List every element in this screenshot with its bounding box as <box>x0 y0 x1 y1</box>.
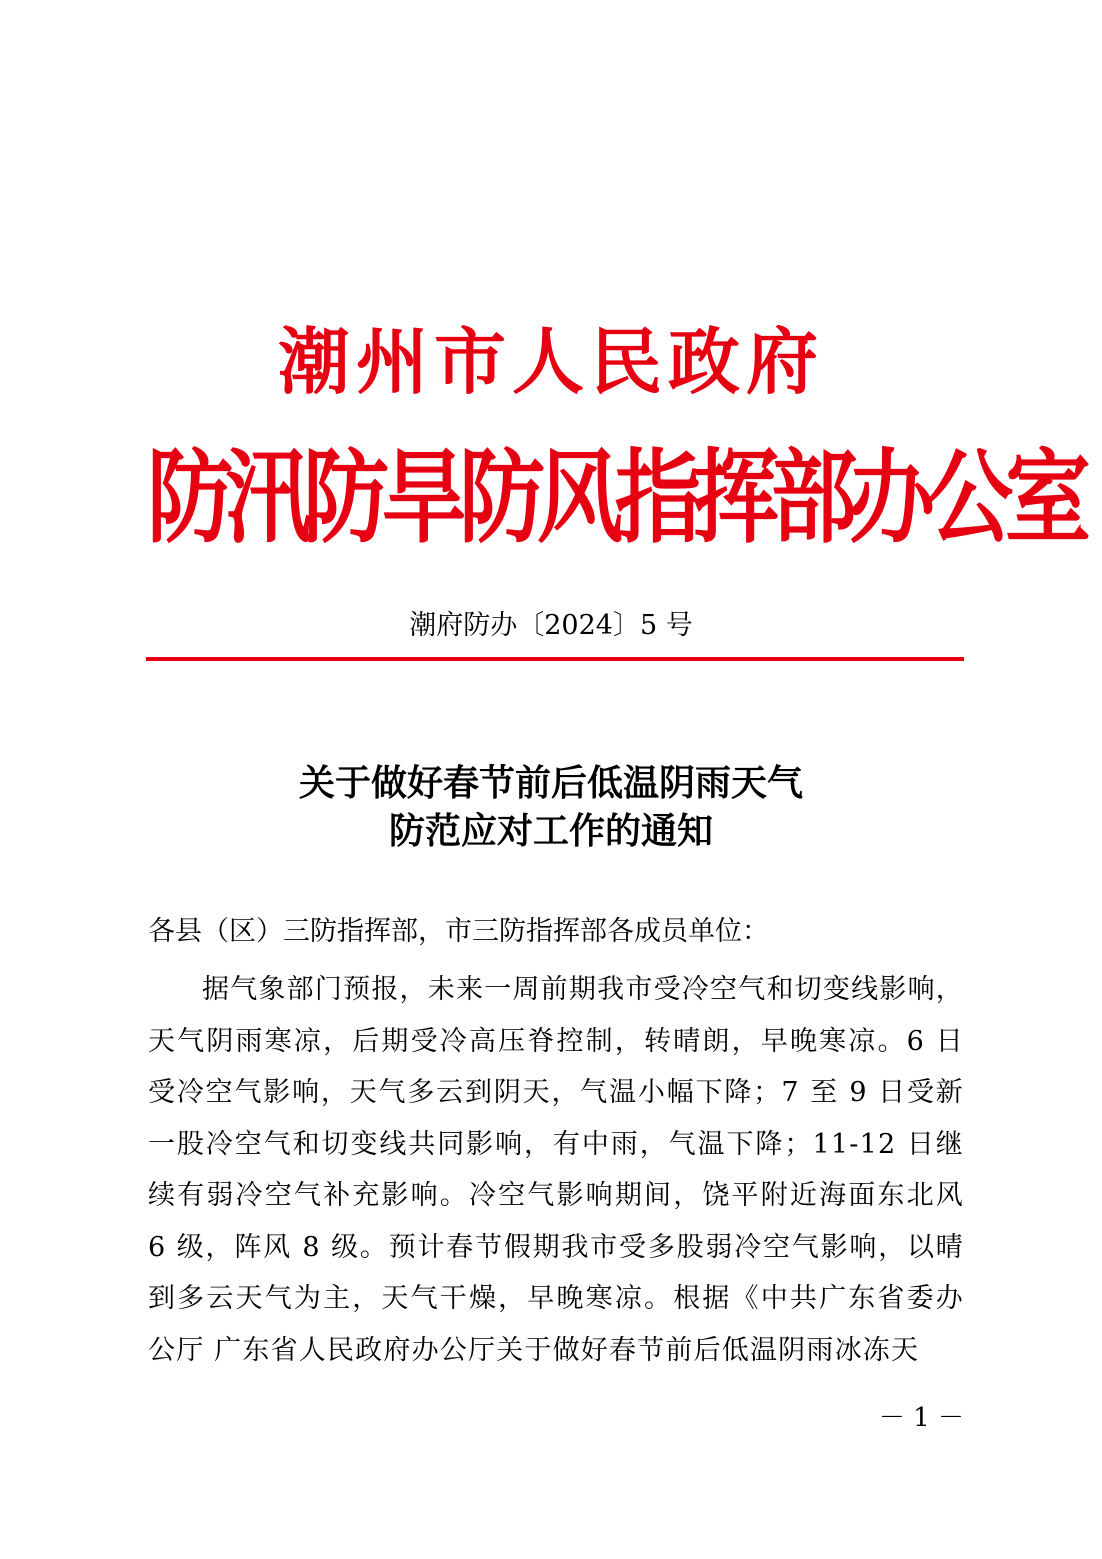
red-header-divider <box>146 657 964 661</box>
issuing-authority-line1: 潮州市人民政府 <box>277 319 824 404</box>
document-title-line1: 关于做好春节前后低温阴雨天气 <box>298 762 803 804</box>
page-number: － 1 － <box>878 1403 964 1433</box>
issuing-authority-line2: 防汛防旱防风指挥部办公室 <box>147 438 1083 558</box>
salutation: 各县（区）三防指挥部，市三防指挥部各成员单位： <box>148 916 769 947</box>
document-title-line2: 防范应对工作的通知 <box>388 810 713 852</box>
body-paragraph: 据气象部门预报，未来一周前期我市受冷空气和切变线影响，天气阴雨寒凉，后期受冷高压脊控制，转晴朗，早晚寒凉。6 日受冷空气影响，天气多云到阴天，气温小幅下降；7 至 9 日受新一股冷空气和切变线共同影响，有中雨，气温下降；11-12 日继续有弱冷空气补充影响。冷空气影响期间，饶平附近海面东北风 6 级，阵风 8 级。预计春节假期我市受多股弱冷空气影响，以晴到多云天气为主，天气干燥，早晚寒凉。根据《中共广东省委办公厅 广东省人民政府办公厅关于做好春节前后低温阴雨冰冻天 <box>148 974 964 1366</box>
document-number: 潮府防办〔2024〕5 号 <box>409 610 693 641</box>
